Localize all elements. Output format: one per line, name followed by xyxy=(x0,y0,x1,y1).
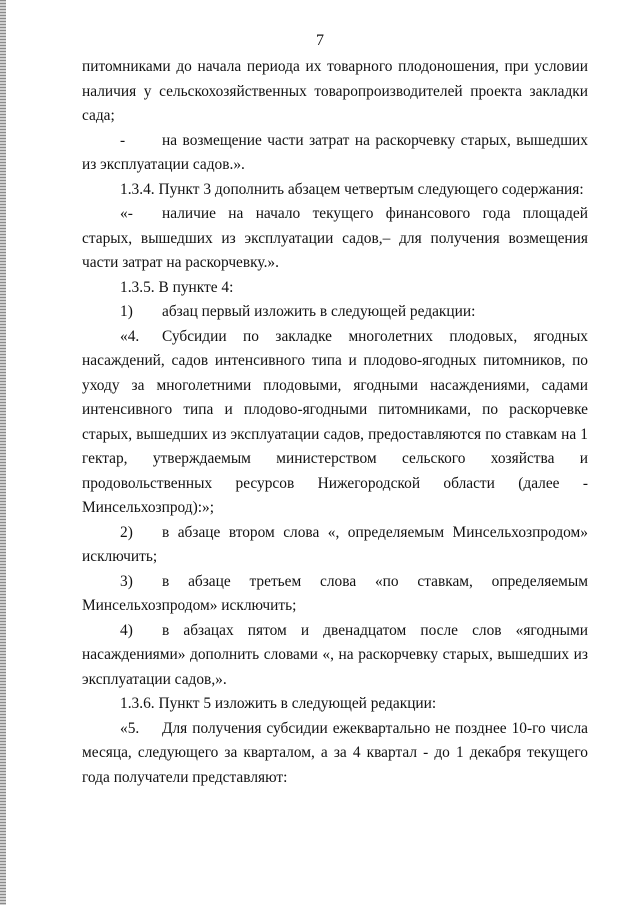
scan-edge-artifact xyxy=(0,0,6,905)
paragraph-item-4 xyxy=(82,619,588,693)
paragraph-1-3-6 xyxy=(82,692,588,717)
paragraph-text: 1.3.5. В пункте 4: xyxy=(120,278,234,296)
paragraph-text: в абзаце третьем слова «по ставкам, определяемым Минсельхозпродом» исключить; xyxy=(82,572,588,614)
paragraph-dash-item xyxy=(82,129,588,178)
list-marker: «- xyxy=(120,205,133,222)
document-body xyxy=(82,55,588,790)
paragraph-item-1 xyxy=(82,300,588,325)
list-marker: «4. xyxy=(120,327,140,345)
paragraph-text: наличие на начало текущего финансового года площадей старых, вышедших из эксплуатации садов,– для получения возмещения части затрат на раскорчевку.». xyxy=(82,205,588,271)
list-marker: 3) xyxy=(120,572,133,590)
list-marker: 2) xyxy=(120,523,133,541)
list-marker: 1) xyxy=(120,303,133,320)
page-number: 7 xyxy=(316,32,324,49)
paragraph-quoted-point-5 xyxy=(82,717,588,791)
list-marker: «5. xyxy=(120,719,140,737)
paragraph-item-2 xyxy=(82,521,588,570)
paragraph-quoted-dash-item xyxy=(82,202,588,276)
paragraph-text: на возмещение части затрат на раскорчевку старых, вышедших из эксплуатации садов.». xyxy=(82,131,588,173)
paragraph-item-3 xyxy=(82,570,588,619)
paragraph-text: в абзацах пятом и двенадцатом после слов «ягодными насаждениями» дополнить словами «, на раскорчевку старых, вышедших из эксплуатации садов,». xyxy=(82,621,588,688)
paragraph-text: Субсидии по закладке многолетних плодовых, ягодных насаждений, садов интенсивного типа и плодово-ягодных питомников, по уходу за многолетними плодовыми, ягодными насаждениями, садами интенсивного типа и плодово-ягодными питомниками, по раскорчевке старых, вышедших из эксплуатации садов, предоставляются по ставкам на 1 гектар, утверждаемым министерством сельского хозяйства и продовольственных ресурсов Нижегородской области (далее - Минсельхозпрод):»; xyxy=(82,327,588,516)
paragraph-1-3-4 xyxy=(82,178,588,203)
paragraph-text: Для получения субсидии ежеквартально не позднее 10-го числа месяца, следующего за кварталом, а за 4 квартал - до 1 декабря текущего года получатели представляют: xyxy=(82,719,588,786)
paragraph-text: в абзаце втором слова «, определяемым Минсельхозпродом» исключить; xyxy=(82,523,588,565)
paragraph-text: абзац первый изложить в следующей редакции: xyxy=(162,303,476,320)
paragraph-text: 1.3.4. Пункт 3 дополнить абзацем четвертым следующего содержания: xyxy=(120,180,584,198)
list-marker: 4) xyxy=(120,621,133,639)
paragraph-1-3-5 xyxy=(82,276,588,301)
paragraph-text: питомниками до начала периода их товарного плодоношения, при условии наличия у сельскохозяйственных товаропроизводителей проекта закладки сада; xyxy=(82,58,588,124)
list-marker: - xyxy=(120,131,126,149)
paragraph-quoted-point-4 xyxy=(82,325,588,521)
paragraph-text: 1.3.6. Пункт 5 изложить в следующей редакции: xyxy=(120,695,437,712)
paragraph-continuation xyxy=(82,55,588,129)
